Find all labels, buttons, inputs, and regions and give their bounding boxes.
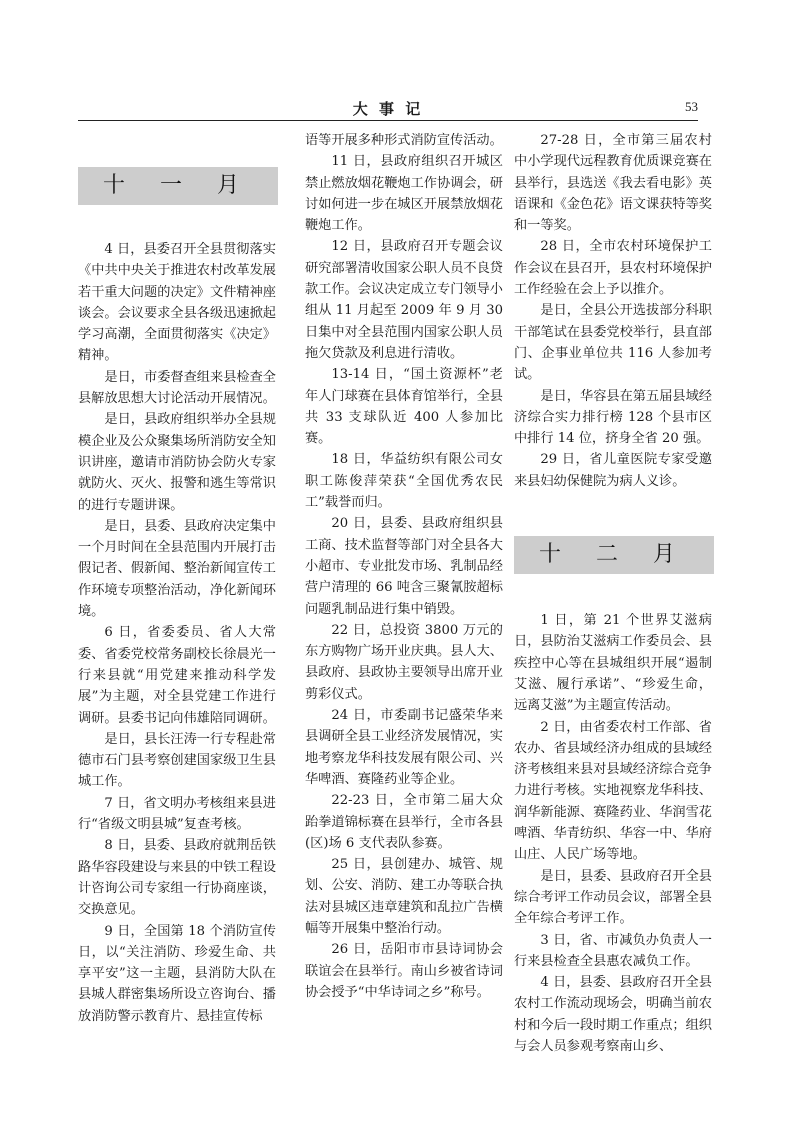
event-entry: 28 日，全市农村环境保护工作会议在县召开，县农村环境保护工作经验在会上予以推介。 xyxy=(514,239,712,298)
event-entry: 8 日，县委、县政府就荆岳铁路华容段建设与来县的中铁工程设计咨询公司专家组一行协商座谈，交换意见。 xyxy=(78,838,276,918)
event-entry: 24 日，市委副书记盛荣华来县调研全县工业经济发展情况，实地考察龙华科技发展有限公司、兴华啤酒、赛隆药业等企业。 xyxy=(305,708,503,787)
event-entry: 是日，全县公开选拔部分科职干部笔试在县委党校举行，县直部门、企事业单位共 116 人参加考试。 xyxy=(514,303,712,383)
event-entry: 9 日，全国第 18 个消防宣传日，以“关注消防、珍爱生命、共享平安”这一主题，县消防大队在县城人群密集场所设立咨询台、播放消防警示教育片、悬挂宣传标 xyxy=(78,923,276,1024)
event-entry: 6 日，省委委员、省人大常委、省委党校常务副校长徐晨光一行来县就“用党建来推动科学发展”为主题，对全县党建工作进行调研。县委书记向伟雄陪同调研。 xyxy=(78,625,276,726)
event-entry: 7 日，省文明办考核组来县进行“省级文明县城”复查考核。 xyxy=(78,795,276,833)
event-entry: 27-28 日，全市第三届农村中小学现代远程教育优质课竞赛在县举行，县选送《我去看电影》英语课和《金色花》语文课获特等奖和一等奖。 xyxy=(514,133,712,234)
column-right xyxy=(514,130,712,1057)
column-middle xyxy=(305,130,503,1003)
event-entry: 18 日，华益纺织有限公司女职工陈俊萍荣获“全国优秀农民工”载誉而归。 xyxy=(305,452,503,511)
event-entry: 是日，市委督查组来县检查全县解放思想大讨论活动开展情况。 xyxy=(78,369,276,407)
event-entry: 是日，县委、县政府召开全县综合考评工作动员会议，部署全县全年综合考评工作。 xyxy=(514,868,712,927)
event-entry: 22 日，总投资 3800 万元的东方购物广场开业庆典。县人大、县政府、县政协主要领导出席开业剪彩仪式。 xyxy=(305,622,503,702)
event-entry: 26 日，岳阳市市县诗词协会联谊会在县举行。南山乡被省诗词协会授予“中华诗词之乡”称号。 xyxy=(305,942,503,1000)
event-entry: 4 日，县委召开全县贯彻落实《中共中央关于推进农村改革发展若干重大问题的决定》文件精神座谈会。会议要求全县各级迅速掀起学习高潮，全面贯彻落实《决定》精神。 xyxy=(78,242,276,364)
section-title: 大 事 记 xyxy=(352,100,424,118)
event-entry: 25 日，县创建办、城管、规划、公安、消防、建工办等联合执法对县城区违章建筑和乱拉广告横幅等开展集中整治行动。 xyxy=(305,857,503,936)
event-entry: 2 日，由省委农村工作部、省农办、省县域经济办组成的县域经济考核组来县对县域经济综合竞争力进行考核。实地视察龙华科技、润华新能源、赛隆药业、华润雪花啤酒、华青纺织、华容一中、华府山庄、人民广场等地。 xyxy=(514,719,712,863)
event-entry-continuation: 语等开展多种形式消防宣传活动。 xyxy=(305,133,503,148)
month-heading-december: 十 二 月 xyxy=(514,536,714,574)
column-left xyxy=(78,130,276,1027)
event-entry: 20 日，县委、县政府组织县工商、技术监督等部门对全县各大小超市、专业批发市场、乳制品经营户清理的 66 吨含三聚氰胺超标问题乳制品进行集中销毁。 xyxy=(305,516,503,617)
event-entry: 是日，华容县在第五届县域经济综合实力排行榜 128 个县市区中排行 14 位，挤身全省 20 强。 xyxy=(514,388,712,447)
event-entry: 是日，县长汪涛一行专程赴常德市石门县考察创建国家级卫生县城工作。 xyxy=(78,731,276,790)
running-header xyxy=(78,98,698,118)
event-entry: 12 日，县政府召开专题会议研究部署清收国家公职人员不良贷款工作。会议决定成立专门领导小组从 11 月起至 2009 年 9 月 30 日集中对全县范围内国家公职人员拖欠贷款及利息进行清收。 xyxy=(305,239,503,361)
page-number: 53 xyxy=(685,99,698,114)
month-heading-november: 十 一 月 xyxy=(78,167,278,205)
event-entry: 13-14 日，“国土资源杯”老年人门球赛在县体育馆举行，全县共 33 支球队近 400 人参加比赛。 xyxy=(305,367,503,447)
event-entry: 22-23 日，全市第二届大众跆拳道锦标赛在县举行，全市各县(区)场 6 支代表队参赛。 xyxy=(305,793,503,851)
event-entry: 4 日，县委、县政府召开全县农村工作流动现场会，明确当前农村和今后一段时期工作重点；组织与会人员参观考察南山乡、 xyxy=(514,975,712,1054)
event-entry: 11 日，县政府组织召开城区禁止燃放烟花鞭炮工作协调会，研讨如何进一步在城区开展禁放烟花鞭炮工作。 xyxy=(305,154,503,234)
event-entry: 是日，县政府组织举办全县规模企业及公众聚集场所消防安全知识讲座，邀请市消防协会防火专家就防火、灭火、报警和逃生等常识的进行专题讲课。 xyxy=(78,412,276,513)
event-entry: 3 日，省、市减负办负责人一行来县检查全县惠农减负工作。 xyxy=(514,932,712,969)
event-entry: 1 日，第 21 个世界艾滋病日，县防治艾滋病工作委员会、县疾控中心等在县城组织开展“遏制艾滋、履行承诺”、“珍爱生命，远离艾滋”为主题宣传活动。 xyxy=(514,613,712,714)
event-entry: 是日，县委、县政府决定集中一个月时间在全县范围内开展打击假记者、假新闻、整治新闻宣传工作环境专项整治活动，净化新闻环境。 xyxy=(78,518,276,620)
event-entry: 29 日，省儿童医院专家受邀来县妇幼保健院为病人义诊。 xyxy=(514,452,712,489)
header-divider xyxy=(78,120,698,121)
